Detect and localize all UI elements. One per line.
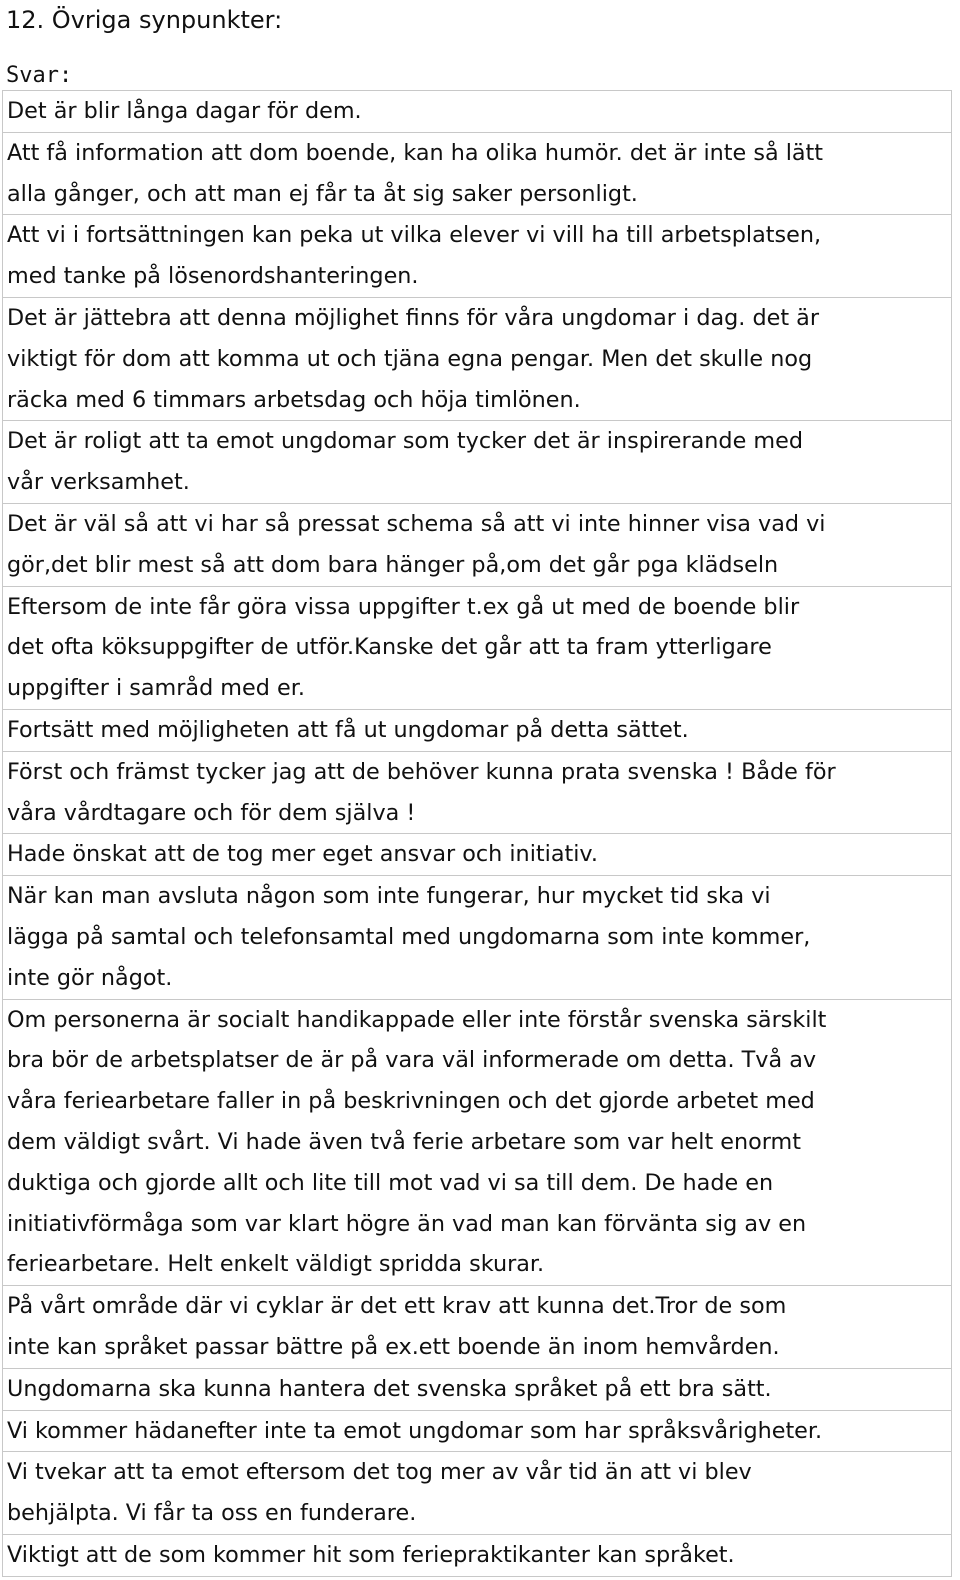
answer-row: Att få information att dom boende, kan ha olika humör. det är inte så lätt alla gånger, och att man ej får ta åt sig saker personligt. — [3, 133, 951, 216]
answer-row: Att vi i fortsättningen kan peka ut vilka elever vi vill ha till arbetsplatsen, med tanke på lösenordshanteringen. — [3, 215, 951, 298]
answer-row: Det är jättebra att denna möjlighet finns för våra ungdomar i dag. det är viktigt för dom att komma ut och tjäna egna pengar. Men det skulle nog räcka med 6 timmars arbetsdag och höja timlönen. — [3, 298, 951, 421]
answer-row: Viktigt att de som kommer hit som feriepraktikanter kan språket. — [3, 1535, 951, 1577]
answer-row: Hade önskat att de tog mer eget ansvar och initiativ. — [3, 834, 951, 876]
answer-row: Vi kommer hädanefter inte ta emot ungdomar som har språksvårigheter. — [3, 1411, 951, 1453]
answer-row: När kan man avsluta någon som inte fungerar, hur mycket tid ska vi lägga på samtal och telefonsamtal med ungdomarna som inte kommer, inte gör något. — [3, 876, 951, 999]
answer-label: Svar: — [6, 63, 73, 88]
answer-row: Det är roligt att ta emot ungdomar som tycker det är inspirerande med vår verksamhet. — [3, 421, 951, 504]
answer-row: Ungdomarna ska kunna hantera det svenska språket på ett bra sätt. — [3, 1369, 951, 1411]
answer-row: Det är blir långa dagar för dem. — [3, 91, 951, 133]
answer-row: Det är väl så att vi har så pressat schema så att vi inte hinner visa vad vi gör,det blir mest så att dom bara hänger på,om det går pga klädseln — [3, 504, 951, 587]
answer-row: Vi tvekar att ta emot eftersom det tog mer av vår tid än att vi blev behjälpta. Vi får ta oss en funderare. — [3, 1452, 951, 1535]
answer-row: Om personerna är socialt handikappade eller inte förstår svenska särskilt bra bör de arbetsplatser de är på vara väl informerade om detta. Två av våra feriearbetare faller in på beskrivningen och det gjorde arbetet med dem väldigt svårt. Vi hade även två ferie arbetare som var helt enormt duktiga och gjorde allt och lite till mot vad vi sa till dem. De hade en initiativförmåga som var klart högre än vad man kan förvänta sig av en feriearbetare. Helt enkelt väldigt spridda skurar. — [3, 1000, 951, 1287]
section-title: 12. Övriga synpunkter: — [6, 6, 283, 34]
answer-row: På vårt område där vi cyklar är det ett krav att kunna det.Tror de som inte kan språket passar bättre på ex.ett boende än inom hemvården. — [3, 1286, 951, 1369]
answer-row: Först och främst tycker jag att de behöver kunna prata svenska ! Både för våra vårdtagare och för dem själva ! — [3, 752, 951, 835]
answer-row: Fortsätt med möjligheten att få ut ungdomar på detta sättet. — [3, 710, 951, 752]
answer-row: Eftersom de inte får göra vissa uppgifter t.ex gå ut med de boende blir det ofta köksuppgifter de utför.Kanske det går att ta fram ytterligare uppgifter i samråd med er. — [3, 587, 951, 710]
answers-table — [2, 90, 952, 1577]
